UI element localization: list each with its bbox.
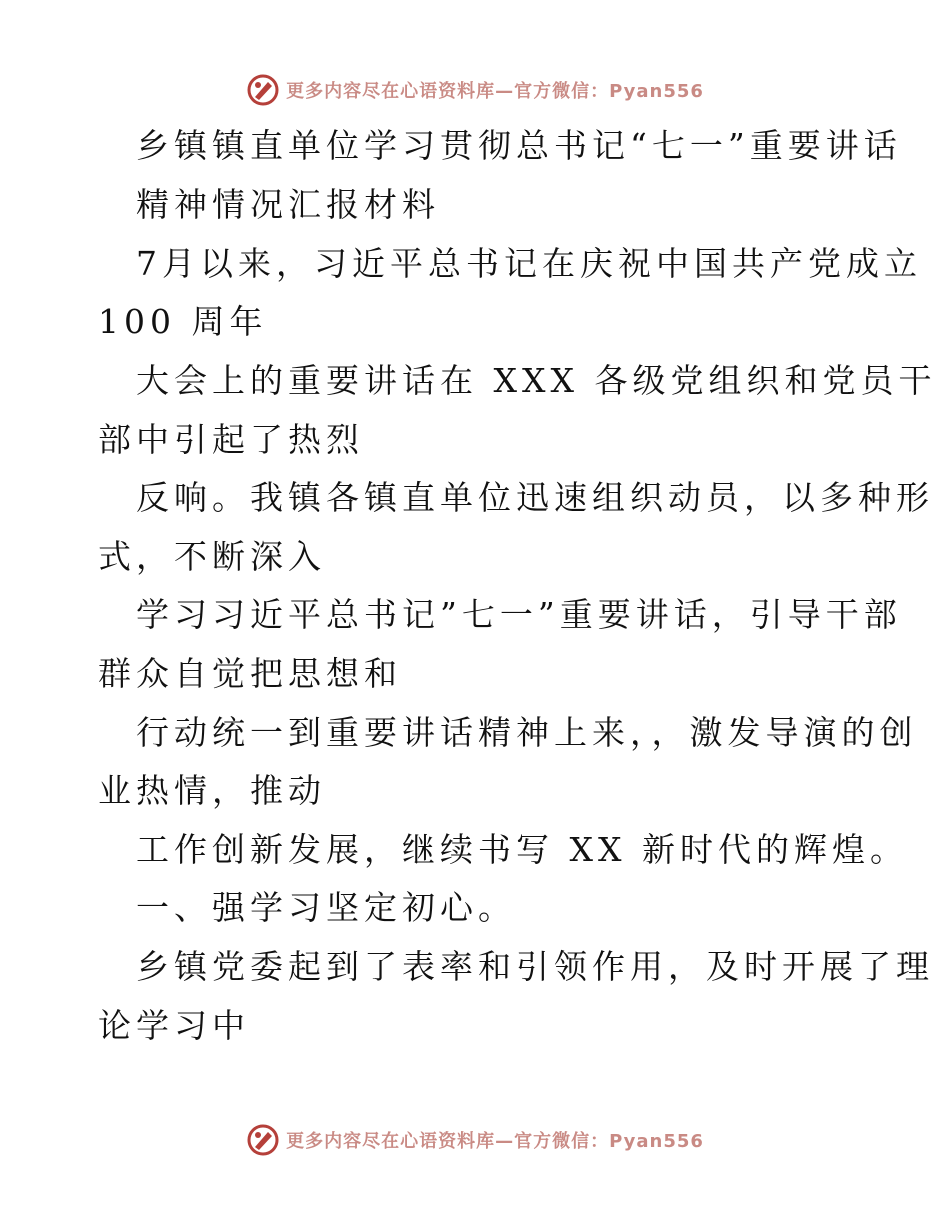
paragraph-line: 业热情，推动 [98,771,326,810]
paragraph-line: 反响。我镇各镇直单位迅速组织动员，以多种形 [136,478,934,517]
paragraph-line: 大会上的重要讲话在 XXX 各级党组织和党员干 [136,361,937,400]
paragraph-line: 行动统一到重要讲话精神上来，，激发导演的创 [136,713,918,752]
document-title-line-2: 精神情况汇报材料 [136,185,440,224]
footer-watermark [0,1120,950,1160]
paragraph-line: 7月以来，习近平总书记在庆祝中国共产党成立 [136,244,922,283]
document-title-line-1: 乡镇镇直单位学习贯彻总书记“七一”重要讲话 [136,126,902,165]
brand-logo-icon [246,1123,280,1157]
paragraph-line: 论学习中 [98,1006,250,1045]
paragraph-line: 式，不断深入 [98,537,326,576]
paragraph-line: 群众自觉把思想和 [98,654,402,693]
paragraph-line: 部中引起了热烈 [98,420,364,459]
watermark-text: 更多内容尽在心语资料库—官方微信：Pyan556 [286,1131,704,1152]
watermark-text: 更多内容尽在心语资料库—官方微信：Pyan556 [286,81,704,102]
paragraph-line: 学习习近平总书记”七一”重要讲话，引导干部 [136,595,902,634]
paragraph-line: 乡镇党委起到了表率和引领作用，及时开展了理 [136,947,934,986]
paragraph-line: 工作创新发展，继续书写 XX 新时代的辉煌。 [136,830,908,869]
paragraph-line: 100 周年 [98,302,268,341]
section-heading: 一、强学习坚定初心。 [136,888,516,927]
